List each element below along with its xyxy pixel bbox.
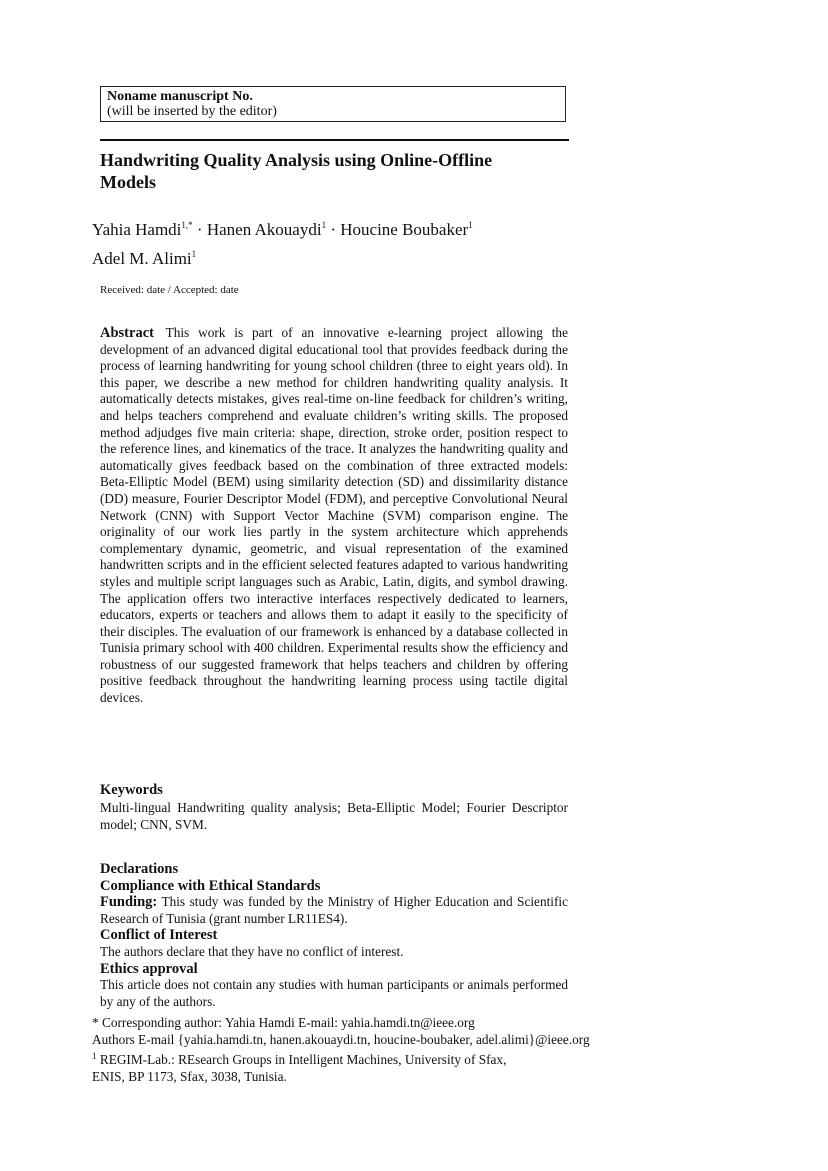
ethics-text: This article does not contain any studies with human participants or animals performed by any of the authors. bbox=[100, 977, 568, 1009]
author-list bbox=[92, 213, 572, 271]
title-rule bbox=[100, 139, 569, 141]
funding-text: This study was funded by the Ministry of Higher Education and Scientific Research of Tunisia (grant number LR11ES4). bbox=[100, 894, 569, 926]
paper-title: Handwriting Quality Analysis using Online-Offline Models bbox=[100, 150, 493, 192]
affiliation-mark: 1 bbox=[92, 1051, 97, 1061]
manuscript-editor-note: (will be inserted by the editor) bbox=[107, 104, 277, 119]
author-affil-mark: 1 bbox=[191, 249, 197, 259]
funding-paragraph bbox=[100, 894, 568, 927]
compliance-heading: Compliance with Ethical Standards bbox=[100, 877, 321, 894]
ethics-heading: Ethics approval bbox=[100, 960, 198, 977]
keywords-text: Multi-lingual Handwriting quality analysis; Beta-Elliptic Model; Fourier Descriptor model; CNN, SVM. bbox=[100, 800, 568, 832]
funding-label: Funding: bbox=[100, 894, 158, 911]
author-name: Yahia Hamdi bbox=[92, 220, 182, 239]
author-name: Hanen Akouaydi bbox=[206, 220, 322, 239]
affiliation-address: ENIS, BP 1173, Sfax, 3038, Tunisia. bbox=[92, 1069, 287, 1084]
manuscript-box bbox=[100, 86, 566, 122]
abstract-label: Abstract bbox=[100, 325, 154, 341]
declarations bbox=[100, 861, 568, 1010]
affiliation-text: REGIM-Lab.: REsearch Groups in Intelligent Machines, University of Sfax, bbox=[96, 1052, 507, 1067]
author-separator: · bbox=[326, 220, 341, 239]
author-name: Houcine Boubaker bbox=[340, 220, 469, 239]
received-dates: Received: date / Accepted: date bbox=[100, 284, 239, 296]
manuscript-number: Noname manuscript No. bbox=[107, 89, 253, 104]
declarations-heading: Declarations bbox=[100, 861, 179, 877]
footnotes bbox=[92, 1014, 692, 1085]
author-affil-mark: 1,* bbox=[181, 220, 193, 230]
conflict-text: The authors declare that they have no conflict of interest. bbox=[100, 943, 404, 959]
keywords-heading: Keywords bbox=[100, 782, 163, 798]
abstract-text: This work is part of an innovative e-learning project allowing the development of an advanced digital educational tool that provides feedback during the process of learning handwriting for young school children (three to eight years old). In this paper, we describe a new method for children handwriting quality analysis. It automatically detects mistakes, gives real-time on-line feedback for children’s writing, and helps teachers comprehend and evaluate children’s writing skills. The proposed method adjudges five main criteria: shape, direction, stroke order, position respect to the reference lines, and kinematics of the trace. It analyzes the handwriting quality and automatically gives feedback based on the combination of three extracted models: Beta-Elliptic Model (BEM) using similarity detection (SD) and dissimilarity distance (DD) measure, Fourier Descriptor Model (FDM), and perceptive Convolutional Neural Network (CNN) with Support Vector Machine (SVM) comparison engine. The originality of our work lies partly in the system architecture which apprehends complementary dynamic, geometric, and visual representation of the examined handwritten scripts and in the efficient selected features adapted to various handwriting styles and multiple script languages such as Arabic, Latin, digits, and symbol drawing. The application offers two interactive interfaces respectively dedicated to learners, educators, experts or teachers and allows them to adapt it easily to the specificity of their disciples. The evaluation of our framework is enhanced by a database collected in Tunisia primary school with 400 children. Experimental results show the efficiency and robustness of our suggested framework that helps teachers and children by offering positive feedback throughout the handwriting learning process using tactile digital devices. bbox=[100, 325, 568, 706]
author-name: Adel M. Alimi bbox=[92, 249, 192, 268]
affiliation bbox=[92, 1048, 692, 1068]
abstract bbox=[100, 325, 568, 707]
author-emails: Authors E-mail {yahia.hamdi.tn, hanen.akouaydi.tn, houcine-boubaker, adel.alimi}@ieee.org bbox=[92, 1032, 590, 1047]
author-affil-mark: 1 bbox=[468, 220, 473, 230]
author-affil-mark: 1 bbox=[321, 220, 327, 230]
author-separator: · bbox=[192, 220, 207, 239]
conflict-heading: Conflict of Interest bbox=[100, 927, 218, 944]
corresponding-author: * Corresponding author: Yahia Hamdi E-mail: yahia.hamdi.tn@ieee.org bbox=[92, 1015, 475, 1030]
